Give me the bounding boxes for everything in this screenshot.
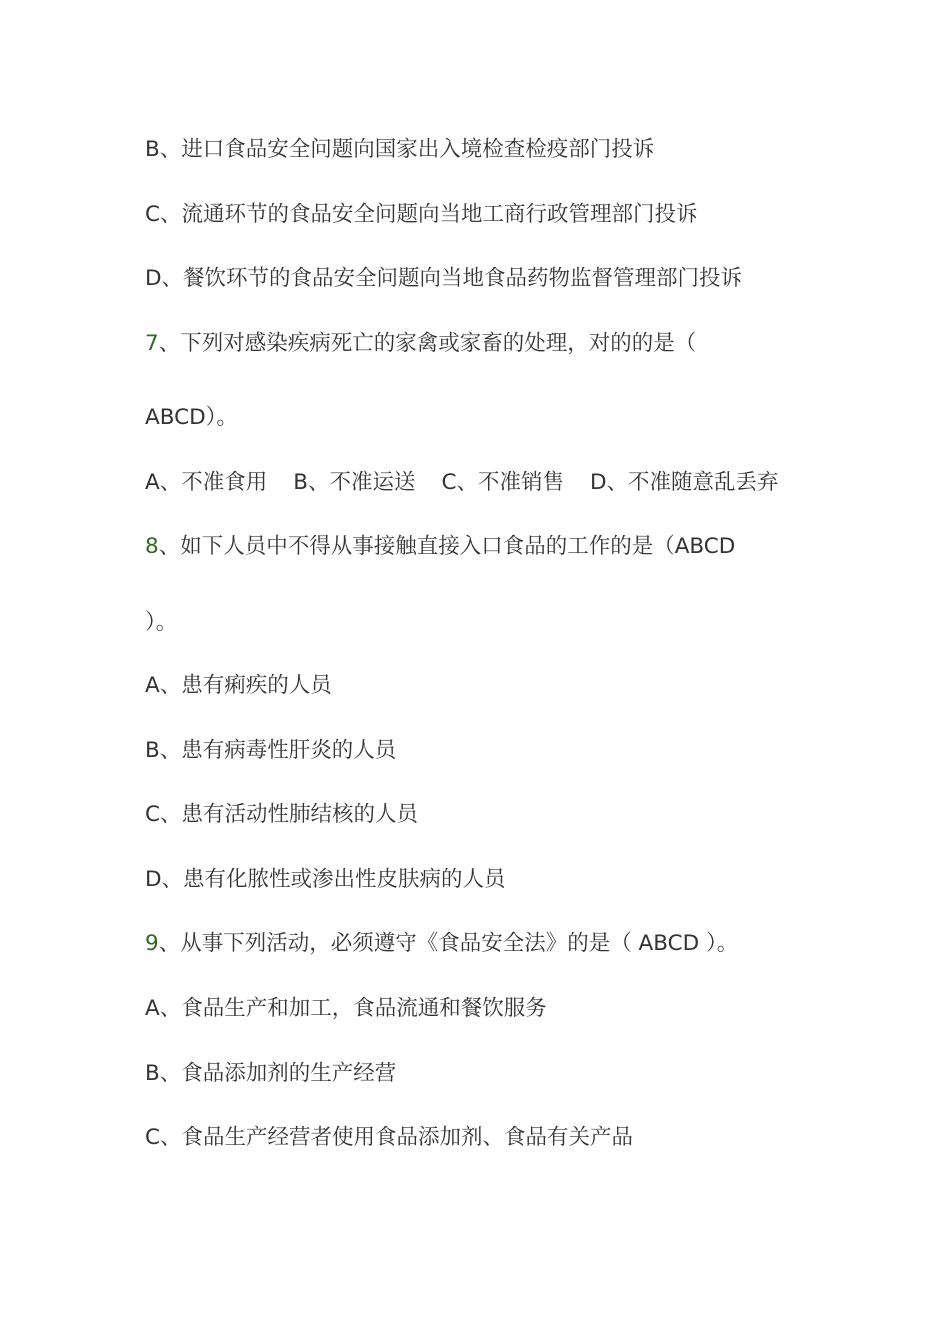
option-d: D、患有化脓性或渗出性皮肤病的人员 (145, 867, 506, 892)
question-7 (145, 329, 696, 359)
option-b: B、不准运送 (293, 470, 416, 495)
question-text: 、从事下列活动，必须遵守《食品安全法》的是（ ABCD ）。 (158, 931, 739, 956)
option-c: C、食品生产经营者使用食品添加剂、食品有关产品 (145, 1125, 634, 1150)
question-9 (145, 929, 738, 959)
question-8 (145, 532, 735, 562)
question-7-answer: ABCD）。 (145, 405, 238, 430)
option-d-line: D、餐饮环节的食品安全问题向当地食品药物监督管理部门投诉 (145, 266, 743, 291)
question-8-answer: ）。 (145, 610, 178, 635)
question-text: 、如下人员中不得从事接触直接入口食品的工作的是（ABCD (158, 534, 736, 559)
option-b: B、患有病毒性肝炎的人员 (145, 738, 397, 763)
option-c: C、不准销售 (441, 470, 564, 495)
option-d: D、不准随意乱丢弃 (590, 470, 779, 495)
question-7-options (145, 468, 779, 498)
option-c: C、患有活动性肺结核的人员 (145, 802, 419, 827)
question-number: 7 (145, 331, 159, 356)
option-a: A、患有痢疾的人员 (145, 673, 332, 698)
option-a: A、食品生产和加工，食品流通和餐饮服务 (145, 996, 547, 1021)
question-number: 9 (145, 931, 159, 956)
question-text: 、下列对感染疾病死亡的家禽或家畜的处理，对的的是（ (158, 331, 697, 356)
option-b-line: B、进口食品安全问题向国家出入境检查检疫部门投诉 (145, 137, 655, 162)
option-a: A、不准食用 (145, 470, 268, 495)
option-c-line: C、流通环节的食品安全问题向当地工商行政管理部门投诉 (145, 202, 698, 227)
question-number: 8 (145, 534, 159, 559)
option-b: B、食品添加剂的生产经营 (145, 1061, 397, 1086)
